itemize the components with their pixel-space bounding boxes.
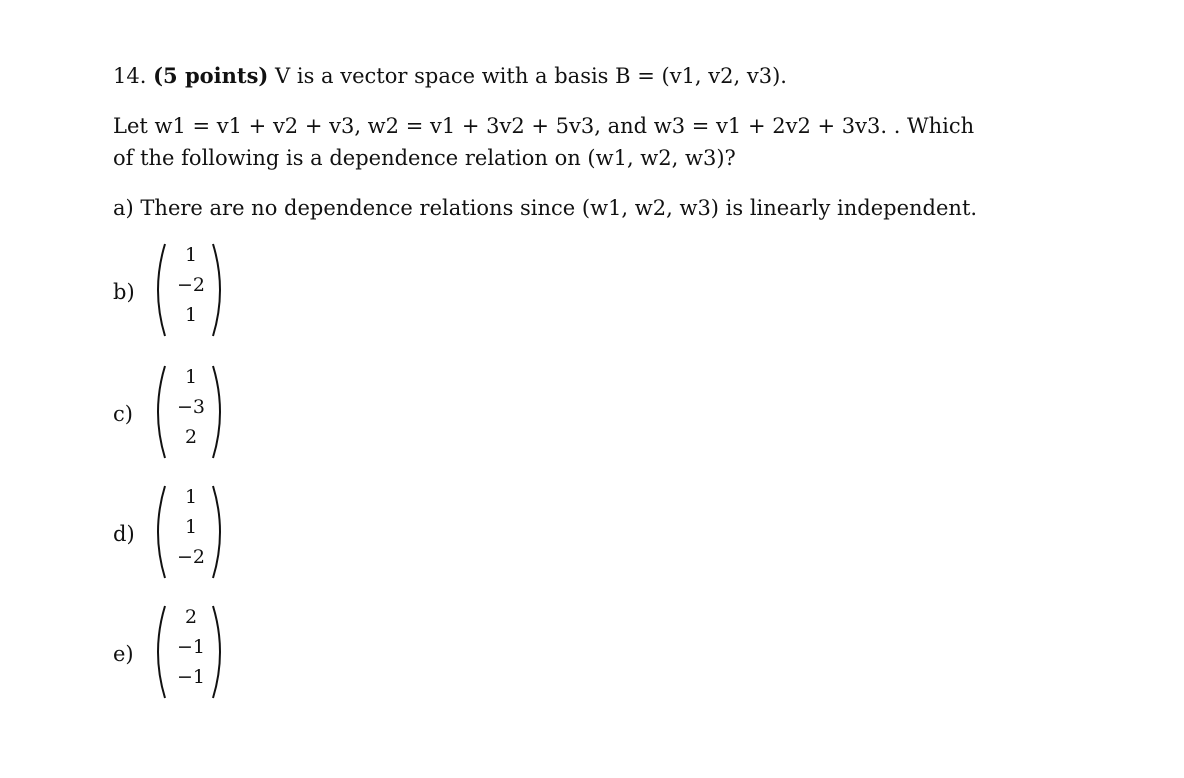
option-c-vector	[149, 362, 229, 462]
question-intro: V is a vector space with a basis B = (v1, v2, v3).	[275, 64, 787, 88]
option-b-entry-2: −2	[176, 274, 205, 296]
question-title	[113, 60, 787, 92]
option-b[interactable]	[113, 240, 313, 350]
option-e-vector	[149, 602, 229, 702]
option-c-entry-1: 1	[184, 366, 198, 388]
option-b-entry-3: 1	[184, 304, 198, 326]
option-c-entry-3: 2	[184, 426, 198, 448]
option-a-label: a)	[113, 196, 134, 220]
option-d-entry-1: 1	[184, 486, 198, 508]
option-e-entry-2: −1	[176, 636, 205, 658]
option-b-label: b)	[113, 280, 135, 304]
option-a[interactable]	[113, 192, 977, 224]
option-b-entry-1: 1	[184, 244, 198, 266]
option-e-label: e)	[113, 642, 134, 666]
option-e-entry-3: −1	[176, 666, 205, 688]
option-c-entry-2: −3	[176, 396, 205, 418]
option-e-entry-1: 2	[184, 606, 198, 628]
option-d[interactable]	[113, 482, 313, 592]
question-body-line-2: of the following is a dependence relation on (w1, w2, w3)?	[113, 146, 736, 170]
question-points: (5 points)	[153, 63, 269, 88]
question-number: 14.	[113, 64, 147, 88]
option-c[interactable]	[113, 362, 313, 472]
option-c-label: c)	[113, 402, 133, 426]
option-d-entry-2: 1	[184, 516, 198, 538]
option-d-label: d)	[113, 522, 135, 546]
option-b-vector	[149, 240, 229, 340]
option-a-text: There are no dependence relations since (w1, w2, w3) is linearly independent.	[140, 196, 978, 220]
question-body-line-1: Let w1 = v1 + v2 + v3, w2 = v1 + 3v2 + 5v3, and w3 = v1 + 2v2 + 3v3. . Which	[113, 114, 975, 138]
option-d-entry-3: −2	[176, 546, 205, 568]
option-d-vector	[149, 482, 229, 582]
option-e[interactable]	[113, 602, 313, 712]
